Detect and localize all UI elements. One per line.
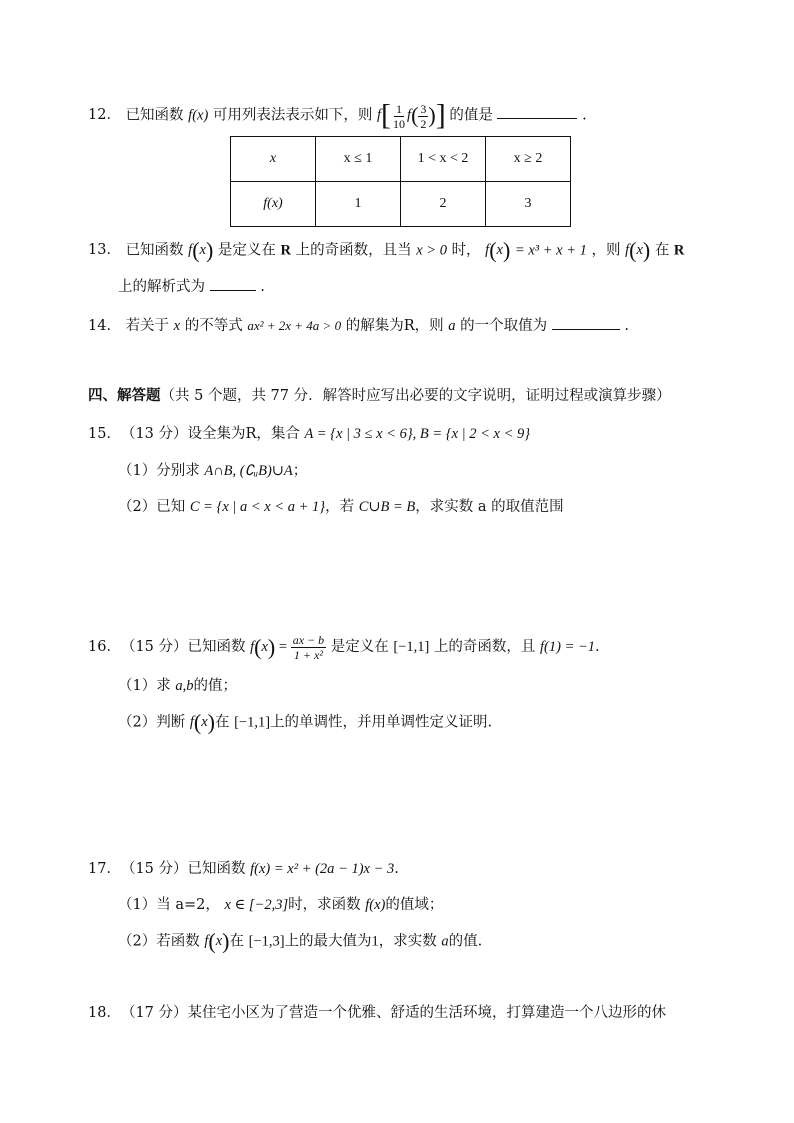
math-expression: C = {x | a < x < a + 1} [189, 499, 326, 515]
set-R: R [673, 242, 685, 259]
question-text: ，若 [325, 499, 355, 515]
period: . [582, 107, 587, 124]
question-text: 设全集为R，集合 [187, 426, 300, 442]
question-text: 上的奇函数，且当 [295, 242, 412, 259]
fraction-numerator: ax − b [292, 633, 325, 647]
question-text: ，则 [591, 242, 621, 259]
question-15-part1 [118, 461, 307, 481]
period: . [624, 318, 629, 334]
question-text: 求 [156, 678, 171, 694]
question-text: 当 a=2， [156, 897, 220, 913]
question-17 [88, 859, 399, 879]
question-number: 18． [88, 1005, 121, 1021]
part-label: （2） [118, 714, 157, 731]
question-text: 已知函数 [125, 107, 184, 124]
answer-blank[interactable] [210, 276, 256, 291]
math-value: 1 [371, 933, 379, 950]
question-text: 可用列表法表示如下，则 [212, 107, 373, 124]
question-text: 某住宅小区为了营造一个优雅、舒适的生活环境，打算建造一个八边形的休 [187, 1005, 667, 1021]
question-18 [88, 1003, 666, 1023]
question-text: 的解集为R，则 [345, 318, 444, 334]
question-14 [88, 315, 629, 336]
math-condition: x > 0 [416, 242, 447, 259]
question-text: 的值域； [385, 897, 444, 913]
question-15-part2 [118, 497, 564, 517]
question-16 [88, 634, 600, 661]
set-R: R [280, 242, 291, 259]
math-fx: f(x) [188, 107, 209, 124]
question-text: 在 [654, 242, 670, 259]
question-text: 上的奇函数，且 [433, 638, 536, 655]
question-text: 上的解析式为 [118, 279, 205, 295]
question-number: 12． [88, 107, 121, 124]
question-text: 上的单调性，并用单调性定义证明. [270, 714, 493, 731]
question-text: 若函数 [156, 933, 200, 950]
question-text: 是定义在 [217, 242, 276, 259]
table-cell: f(x) [231, 182, 316, 227]
question-number: 16． [88, 638, 121, 655]
question-text: 在 [214, 714, 230, 731]
table-cell: 2 [401, 182, 486, 227]
question-text: 时， [451, 242, 481, 259]
question-score: （15 分） [120, 861, 188, 877]
math-condition: C∪B = B [358, 499, 416, 515]
question-number: 15． [88, 426, 121, 442]
question-15 [88, 424, 530, 444]
math-var: x [173, 318, 181, 334]
part-label: （1） [118, 897, 157, 913]
table-row [231, 182, 571, 227]
question-text: ，求实数 [378, 933, 437, 950]
math-expression: A∩B, (∁ᵤB)∪A [204, 463, 293, 479]
math-interval: [−1,1] [393, 638, 430, 655]
question-number: 17． [88, 861, 121, 877]
math-expression: = x³ + x + 1 [514, 242, 587, 259]
math-fx: f(x) [189, 710, 215, 735]
question-16-part2 [118, 712, 492, 734]
question-score: （15 分） [120, 638, 188, 655]
question-text: 的值. [448, 933, 483, 950]
table-cell: x ≤ 1 [316, 137, 401, 182]
question-score: （13 分） [120, 426, 188, 442]
question-text: ； [292, 463, 308, 479]
question-13-line2 [118, 276, 265, 297]
question-16-part1 [118, 676, 237, 696]
part-label: （2） [118, 499, 157, 515]
part-label: （1） [118, 463, 157, 479]
table-cell: 1 < x < 2 [401, 137, 486, 182]
value-table [230, 136, 571, 227]
table-cell: x [231, 137, 316, 182]
question-score: （17 分） [120, 1005, 188, 1021]
question-text: 的值； [193, 678, 237, 694]
question-text: 的一个取值为 [460, 318, 548, 334]
question-text: 的值是 [449, 107, 493, 124]
section-title: 四、解答题 [88, 387, 161, 404]
question-text: 分别求 [156, 463, 200, 479]
question-number: 14． [88, 318, 121, 334]
math-sets: A = {x | 3 ≤ x < 6}, B = {x | 2 < x < 9} [304, 426, 531, 442]
math-interval: [−1,1] [234, 714, 271, 731]
question-17-part1 [118, 895, 443, 915]
math-var: a [448, 318, 456, 334]
question-text: 上的最大值为 [284, 933, 372, 950]
part-label: （1） [118, 678, 157, 694]
math-expression: f[ $\frac{1}{10}$ f( $\frac{3}{2}$ )] [377, 99, 446, 132]
math-inequality: ax² + 2x + 4a > 0 [247, 318, 342, 333]
table-cell: 1 [316, 182, 401, 227]
math-var: a [441, 933, 449, 950]
answer-blank[interactable] [497, 104, 577, 119]
question-text: 的不等式 [184, 318, 243, 334]
table-cell: 3 [486, 182, 571, 227]
period: . [260, 279, 265, 295]
math-interval: [−1,3] [248, 933, 285, 950]
period: . [595, 638, 600, 655]
period: . [394, 861, 399, 877]
math-fx: f(x) [485, 238, 511, 263]
table-row [231, 137, 571, 182]
math-function: f(x) = $\frac{ax - b}{\text{1 + x²}}$ [250, 633, 325, 662]
question-text: 若关于 [125, 318, 170, 334]
math-fx: f(x) [365, 897, 386, 913]
section-header [88, 386, 671, 406]
math-function: f(x) = x² + (2a − 1)x − 3 [250, 861, 395, 877]
question-text: 是定义在 [330, 638, 389, 655]
question-text: 已知函数 [125, 242, 184, 259]
section-desc: （共 5 个题，共 77 分．解答时应写出必要的文字说明，证明过程或演算步骤） [160, 388, 671, 404]
question-13 [88, 240, 684, 262]
part-label: （2） [118, 933, 157, 950]
table-cell: x ≥ 2 [486, 137, 571, 182]
math-fx: f(x) [188, 238, 214, 263]
question-text: ，求实数 a 的取值范围 [415, 499, 564, 515]
question-text: 已知 [156, 499, 186, 515]
question-12 [88, 101, 587, 131]
question-text: 已知函数 [187, 861, 246, 877]
question-text: 在 [229, 933, 244, 950]
question-text: 时，求函数 [288, 897, 361, 913]
question-text: 已知函数 [187, 638, 246, 655]
question-text: 判断 [156, 714, 186, 731]
math-fx: f(x) [204, 929, 230, 954]
math-domain: x ∈ [−2,3] [224, 897, 289, 913]
question-number: 13． [88, 242, 121, 259]
math-condition: f(1) = −1 [540, 638, 596, 655]
answer-blank[interactable] [552, 315, 620, 330]
math-fx: f(x) [625, 238, 651, 263]
fraction-denominator: 1 + x² [293, 648, 323, 662]
math-vars: a,b [175, 678, 194, 694]
question-17-part2 [118, 931, 482, 953]
